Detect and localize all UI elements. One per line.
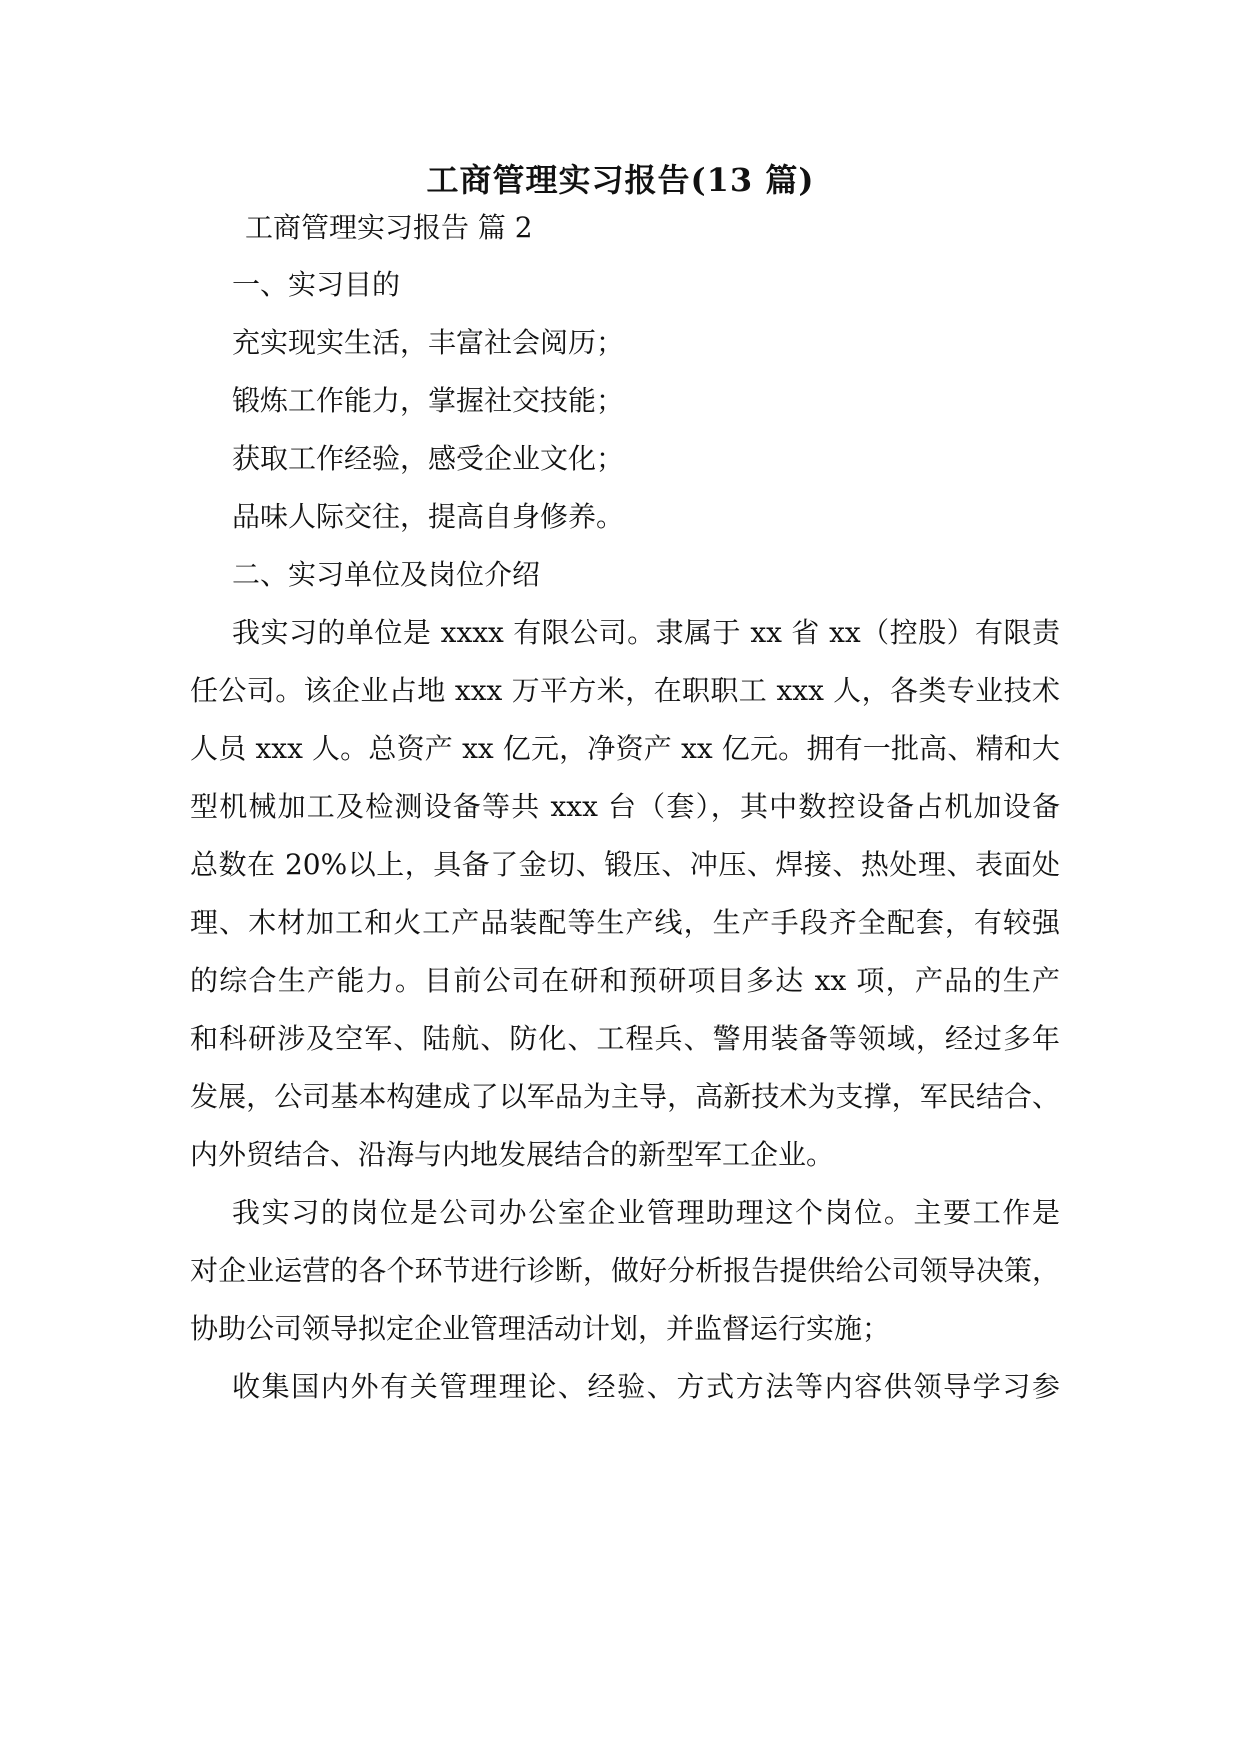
paragraph-line: 和科研涉及空军、陆航、防化、工程兵、警用装备等领域，经过多年 — [190, 1022, 1060, 1055]
paragraph-line: 对企业运营的各个环节进行诊断，做好分析报告提供给公司领导决策， — [190, 1254, 1060, 1287]
paragraph-line: 收集国内外有关管理理论、经验、方式方法等内容供领导学习参 — [232, 1370, 1060, 1403]
paragraph-line: 发展，公司基本构建成了以军品为主导，高新技术为支撑，军民结合、 — [190, 1080, 1060, 1113]
paragraph-line: 的综合生产能力。目前公司在研和预研项目多达 xx 项，产品的生产 — [190, 964, 1060, 997]
paragraph-line: 型机械加工及检测设备等共 xxx 台（套），其中数控设备占机加设备 — [190, 790, 1060, 823]
paragraph-line: 我实习的岗位是公司办公室企业管理助理这个岗位。主要工作是 — [232, 1196, 1060, 1229]
paragraph-line: 协助公司领导拟定企业管理活动计划，并监督运行实施； — [190, 1312, 891, 1345]
paragraph-line: 充实现实生活，丰富社会阅历； — [232, 326, 625, 359]
paragraph-line: 内外贸结合、沿海与内地发展结合的新型军工企业。 — [190, 1138, 835, 1171]
heading-unit-intro: 二、实习单位及岗位介绍 — [232, 558, 541, 591]
paragraph-line: 人员 xxx 人。总资产 xx 亿元，净资产 xx 亿元。拥有一批高、精和大 — [190, 732, 1060, 765]
paragraph-line: 获取工作经验，感受企业文化； — [232, 442, 625, 475]
paragraph-line: 任公司。该企业占地 xxx 万平方米，在职职工 xxx 人，各类专业技术 — [190, 674, 1060, 707]
section-subtitle: 工商管理实习报告 篇 2 — [245, 211, 533, 244]
paragraph-line: 品味人际交往，提高自身修养。 — [232, 500, 625, 533]
heading-purpose: 一、实习目的 — [232, 268, 401, 301]
paragraph-line: 锻炼工作能力，掌握社交技能； — [232, 384, 625, 417]
document-title: 工商管理实习报告(13 篇) — [426, 161, 815, 199]
paragraph-line: 总数在 20%以上，具备了金切、锻压、冲压、焊接、热处理、表面处 — [190, 848, 1060, 881]
paragraph-line: 理、木材加工和火工产品装配等生产线，生产手段齐全配套，有较强 — [190, 906, 1060, 939]
paragraph-line: 我实习的单位是 xxxx 有限公司。隶属于 xx 省 xx（控股）有限责 — [232, 616, 1060, 649]
